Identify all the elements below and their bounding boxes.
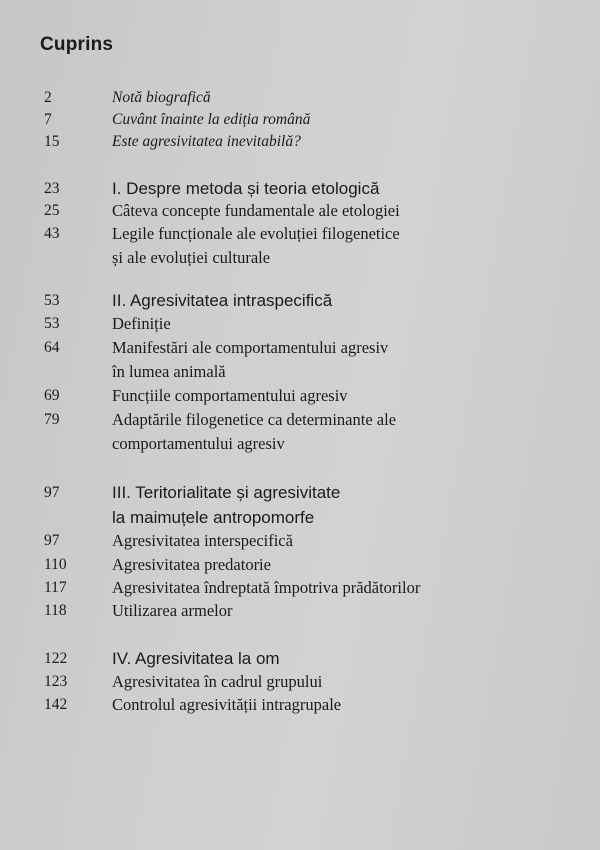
page-number: 2 <box>44 89 52 106</box>
page-number: 25 <box>44 202 60 219</box>
entry-title: Definiție <box>112 314 171 333</box>
page-number: 53 <box>44 292 60 309</box>
entry-title: Manifestări ale comportamentului agresiv în lumea animală <box>112 338 389 381</box>
page-number: 97 <box>44 484 60 501</box>
chapter-title: II. Agresivitatea intraspecifică <box>112 291 333 310</box>
entry-title: Controlul agresivității intragrupale <box>112 695 342 714</box>
entry-title: Câteva concepte fundamentale ale etologiei <box>112 201 400 220</box>
page-number: 122 <box>44 650 68 667</box>
page-number: 97 <box>44 532 60 549</box>
entry-title: Cuvânt înainte la ediția română <box>112 111 311 128</box>
page-title: Cuprins <box>40 34 114 55</box>
entry-title: Agresivitatea interspecifică <box>112 531 293 550</box>
page-number: 142 <box>44 696 68 713</box>
entry-title: Legile funcționale ale evoluției filogenetice și ale evoluției culturale <box>112 224 400 267</box>
page-number: 64 <box>44 339 60 356</box>
entry-title: Adaptările filogenetice ca determinante ale comportamentului agresiv <box>112 410 397 453</box>
entry-title: Agresivitatea îndreptată împotriva prădătorilor <box>112 578 421 597</box>
page-number: 15 <box>44 133 60 150</box>
page-number: 118 <box>44 602 67 619</box>
page-number: 110 <box>44 556 67 573</box>
chapter-title: IV. Agresivitatea la om <box>112 649 280 668</box>
entry-title: Este agresivitatea inevitabilă? <box>112 133 301 150</box>
entry-title: Funcțiile comportamentului agresiv <box>112 386 348 405</box>
page-number: 117 <box>44 579 67 596</box>
page-number: 43 <box>44 225 60 242</box>
entry-title: Notă biografică <box>112 89 211 106</box>
page-number: 7 <box>44 111 52 128</box>
page-number: 79 <box>44 411 60 428</box>
chapter-title: III. Teritorialitate și agresivitate la maimuțele antropomorfe <box>112 483 341 527</box>
page-number: 53 <box>44 315 60 332</box>
page-number: 23 <box>44 180 60 197</box>
entry-title: Agresivitatea în cadrul grupului <box>112 672 323 691</box>
entry-title: Utilizarea armelor <box>112 601 233 620</box>
entry-title: Agresivitatea predatorie <box>112 555 271 574</box>
chapter-title: I. Despre metoda și teoria etologică <box>112 179 380 198</box>
page-number: 123 <box>44 673 68 690</box>
page-number: 69 <box>44 387 60 404</box>
